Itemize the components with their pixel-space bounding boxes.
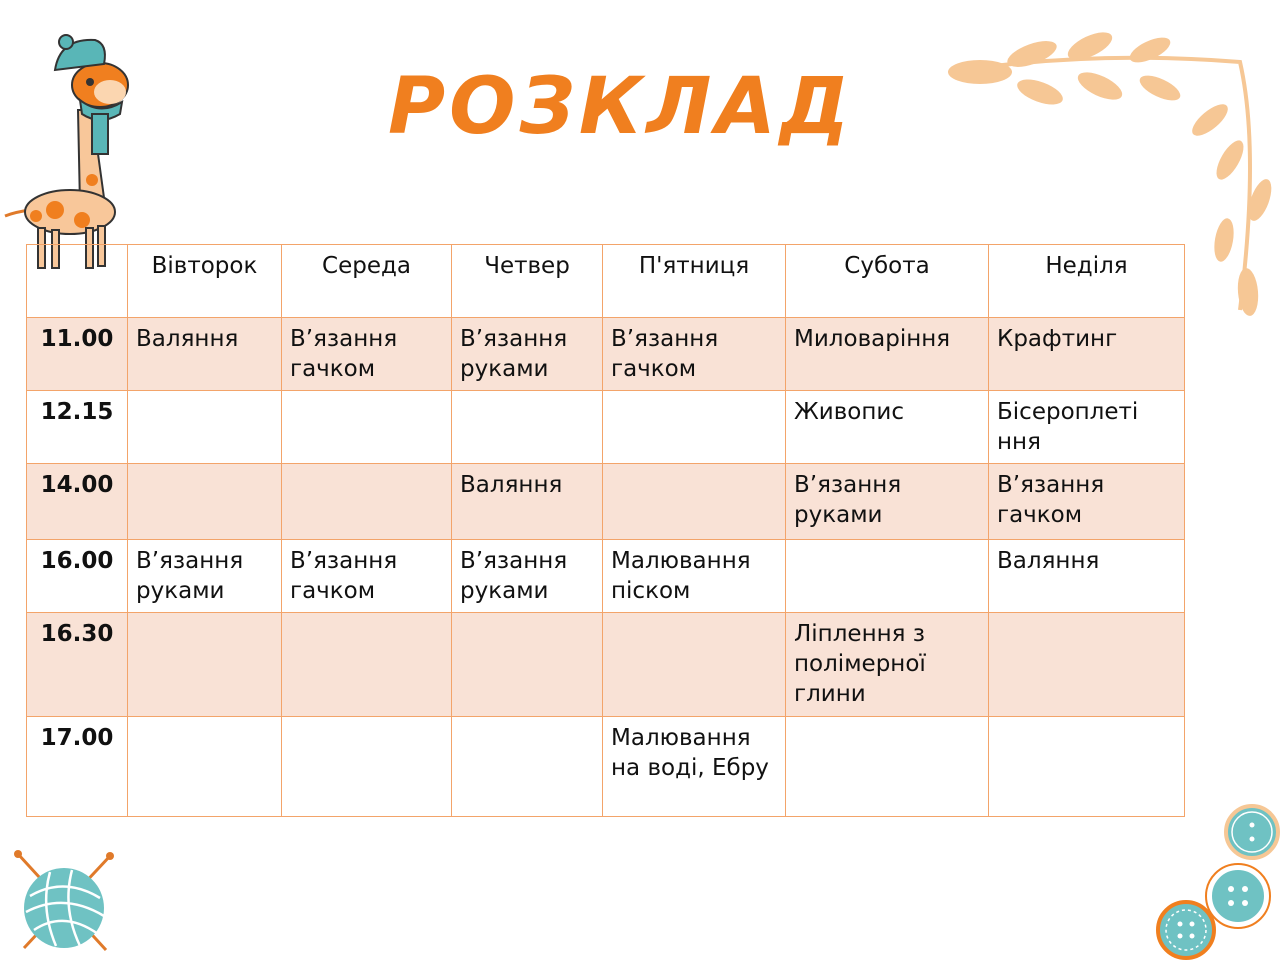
time-cell: 16.00: [27, 540, 128, 613]
class-cell: В’язання руками: [786, 464, 989, 540]
class-cell: В’язання руками: [128, 540, 282, 613]
class-cell: Ліплення з полімерної глини: [786, 613, 989, 717]
class-cell: В’язання гачком: [603, 318, 786, 391]
schedule-table: [26, 244, 1185, 817]
class-cell: В’язання гачком: [989, 464, 1185, 540]
class-cell: Валяння: [989, 540, 1185, 613]
time-cell: 11.00: [27, 318, 128, 391]
class-cell: Миловаріння: [786, 318, 989, 391]
class-cell: [282, 613, 452, 717]
class-cell: Валяння: [452, 464, 603, 540]
class-cell: [989, 613, 1185, 717]
class-cell: [603, 464, 786, 540]
class-cell: В’язання руками: [452, 318, 603, 391]
class-cell: [786, 717, 989, 817]
class-cell: Крафтинг: [989, 318, 1185, 391]
class-cell: Малювання на воді, Ебру: [603, 717, 786, 817]
table-row: [27, 464, 1185, 540]
class-cell: [452, 613, 603, 717]
table-row: [27, 717, 1185, 817]
table-row: [27, 540, 1185, 613]
class-cell: Малювання піском: [603, 540, 786, 613]
class-cell: [128, 717, 282, 817]
giraffe-icon: [0, 30, 140, 275]
day-header: Вівторок: [128, 245, 282, 318]
time-cell: 14.00: [27, 464, 128, 540]
time-cell: 16.30: [27, 613, 128, 717]
class-cell: [603, 391, 786, 464]
day-header: П'ятниця: [603, 245, 786, 318]
class-cell: [128, 613, 282, 717]
day-header: Середа: [282, 245, 452, 318]
class-cell: [282, 717, 452, 817]
class-cell: [128, 464, 282, 540]
class-cell: [786, 540, 989, 613]
class-cell: [452, 391, 603, 464]
class-cell: В’язання гачком: [282, 318, 452, 391]
day-header: Субота: [786, 245, 989, 318]
page-title: РОЗКЛАД: [388, 62, 854, 152]
button-icon: [1150, 800, 1280, 960]
table-row: [27, 613, 1185, 717]
class-cell: В’язання руками: [452, 540, 603, 613]
corner-cell: [27, 245, 128, 318]
table-row: [27, 318, 1185, 391]
time-cell: 17.00: [27, 717, 128, 817]
day-header: Неділя: [989, 245, 1185, 318]
yarn-ball-icon: [10, 846, 120, 956]
table-row: [27, 391, 1185, 464]
class-cell: Валяння: [128, 318, 282, 391]
class-cell: Живопис: [786, 391, 989, 464]
class-cell: [128, 391, 282, 464]
class-cell: Бісероплеті ння: [989, 391, 1185, 464]
time-cell: 12.15: [27, 391, 128, 464]
class-cell: [282, 464, 452, 540]
class-cell: В’язання гачком: [282, 540, 452, 613]
day-header: Четвер: [452, 245, 603, 318]
header-row: [27, 245, 1185, 318]
class-cell: [282, 391, 452, 464]
class-cell: [452, 717, 603, 817]
class-cell: [603, 613, 786, 717]
